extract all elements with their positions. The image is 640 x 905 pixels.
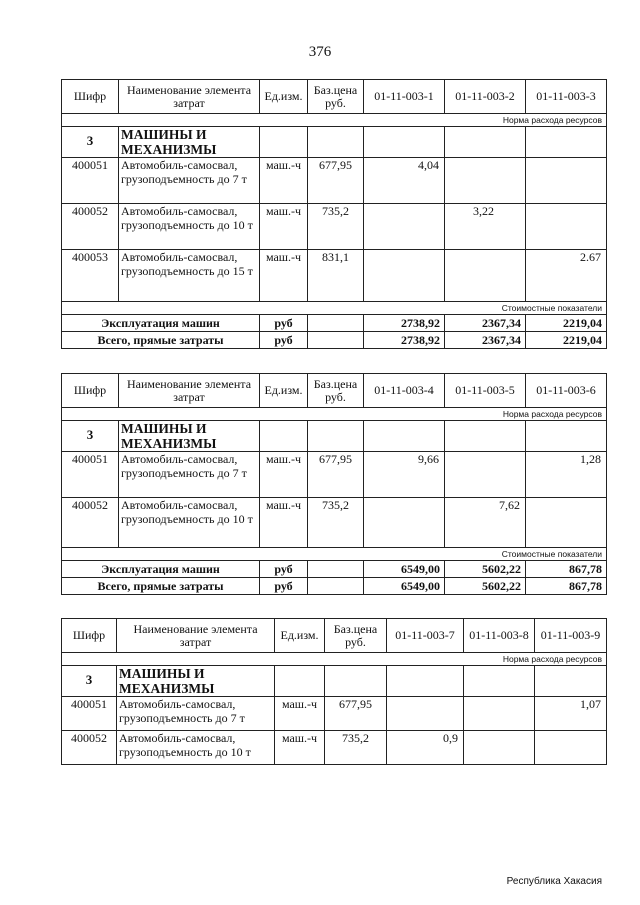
row-unit: маш.-ч bbox=[275, 697, 325, 731]
section-title: МАШИНЫ И МЕХАНИЗМЫ bbox=[117, 666, 275, 697]
header-rate-code: 01-11-003-5 bbox=[445, 374, 526, 408]
row-code: 400053 bbox=[62, 250, 119, 302]
row-code: 400052 bbox=[62, 731, 117, 765]
row-value: 1,07 bbox=[535, 697, 607, 731]
row-value bbox=[364, 498, 445, 548]
total-value: 2219,04 bbox=[526, 315, 607, 332]
header-rate-code: 01-11-003-2 bbox=[445, 80, 526, 114]
total-value: 2219,04 bbox=[526, 332, 607, 349]
section-number: 3 bbox=[62, 666, 117, 697]
rates-table-2 bbox=[61, 373, 607, 595]
row-value bbox=[445, 250, 526, 302]
rates-table-1 bbox=[61, 79, 607, 349]
section-title: МАШИНЫ И МЕХАНИЗМЫ bbox=[119, 421, 260, 452]
header-name: Наименование элемента затрат bbox=[119, 80, 260, 114]
total-value: 5602,22 bbox=[445, 578, 526, 595]
total-value: 2738,92 bbox=[364, 332, 445, 349]
page-number: 376 bbox=[308, 44, 332, 60]
header-code: Шифр bbox=[62, 80, 119, 114]
header-code: Шифр bbox=[62, 374, 119, 408]
row-code: 400051 bbox=[62, 452, 119, 498]
section-number: 3 bbox=[62, 421, 119, 452]
row-value: 2.67 bbox=[526, 250, 607, 302]
row-value bbox=[526, 158, 607, 204]
header-rate-code: 01-11-003-1 bbox=[364, 80, 445, 114]
row-price: 735,2 bbox=[308, 204, 364, 250]
region-footer: Республика Хакасия bbox=[506, 876, 602, 887]
row-name: Автомобиль-самосвал, грузоподъемность до 7 т bbox=[117, 697, 275, 731]
total-value: 2738,92 bbox=[364, 315, 445, 332]
header-price: Баз.цена руб. bbox=[325, 619, 387, 653]
row-value bbox=[364, 204, 445, 250]
norm-subheader: Норма расхода ресурсов bbox=[62, 408, 607, 421]
row-code: 400052 bbox=[62, 204, 119, 250]
total-value: 5602,22 bbox=[445, 561, 526, 578]
row-price: 677,95 bbox=[325, 697, 387, 731]
header-name: Наименование элемента затрат bbox=[119, 374, 260, 408]
total-operation-label: Эксплуатация машин bbox=[62, 315, 260, 332]
table-row bbox=[62, 731, 607, 765]
row-value: 7,62 bbox=[445, 498, 526, 548]
table-row bbox=[62, 452, 607, 498]
cost-subheader: Стоимостные показатели bbox=[62, 548, 607, 561]
total-operation-label: Эксплуатация машин bbox=[62, 561, 260, 578]
row-value bbox=[526, 204, 607, 250]
header-rate-code: 01-11-003-4 bbox=[364, 374, 445, 408]
header-rate-code: 01-11-003-6 bbox=[526, 374, 607, 408]
row-price: 831,1 bbox=[308, 250, 364, 302]
row-name: Автомобиль-самосвал, грузоподъемность до 7 т bbox=[119, 452, 260, 498]
total-unit: руб bbox=[260, 332, 308, 349]
header-name: Наименование элемента затрат bbox=[117, 619, 275, 653]
row-code: 400052 bbox=[62, 498, 119, 548]
row-name: Автомобиль-самосвал, грузоподъемность до 10 т bbox=[119, 204, 260, 250]
row-unit: маш.-ч bbox=[260, 250, 308, 302]
row-code: 400051 bbox=[62, 697, 117, 731]
total-value: 6549,00 bbox=[364, 578, 445, 595]
row-name: Автомобиль-самосвал, грузоподъемность до 15 т bbox=[119, 250, 260, 302]
header-rate-code: 01-11-003-3 bbox=[526, 80, 607, 114]
row-unit: маш.-ч bbox=[260, 204, 308, 250]
header-price: Баз.цена руб. bbox=[308, 80, 364, 114]
row-value: 3,22 bbox=[445, 204, 526, 250]
row-value: 1,28 bbox=[526, 452, 607, 498]
total-value: 867,78 bbox=[526, 561, 607, 578]
total-value: 867,78 bbox=[526, 578, 607, 595]
total-value: 6549,00 bbox=[364, 561, 445, 578]
row-unit: маш.-ч bbox=[260, 498, 308, 548]
row-unit: маш.-ч bbox=[260, 452, 308, 498]
row-price: 735,2 bbox=[325, 731, 387, 765]
table-row bbox=[62, 250, 607, 302]
total-value: 2367,34 bbox=[445, 315, 526, 332]
row-price: 677,95 bbox=[308, 452, 364, 498]
row-unit: маш.-ч bbox=[275, 731, 325, 765]
total-direct-label: Всего, прямые затраты bbox=[62, 578, 260, 595]
row-value bbox=[445, 452, 526, 498]
total-unit: руб bbox=[260, 315, 308, 332]
row-value bbox=[535, 731, 607, 765]
total-unit: руб bbox=[260, 578, 308, 595]
section-number: 3 bbox=[62, 127, 119, 158]
header-unit: Ед.изм. bbox=[275, 619, 325, 653]
row-value bbox=[464, 731, 535, 765]
row-value bbox=[364, 250, 445, 302]
section-title: МАШИНЫ И МЕХАНИЗМЫ bbox=[119, 127, 260, 158]
cost-subheader: Стоимостные показатели bbox=[62, 302, 607, 315]
table-row bbox=[62, 697, 607, 731]
table-row bbox=[62, 158, 607, 204]
row-value bbox=[464, 697, 535, 731]
row-unit: маш.-ч bbox=[260, 158, 308, 204]
table-row bbox=[62, 204, 607, 250]
row-code: 400051 bbox=[62, 158, 119, 204]
table-row bbox=[62, 498, 607, 548]
row-name: Автомобиль-самосвал, грузоподъемность до 10 т bbox=[117, 731, 275, 765]
header-unit: Ед.изм. bbox=[260, 374, 308, 408]
norm-subheader: Норма расхода ресурсов bbox=[62, 114, 607, 127]
row-value: 0,9 bbox=[387, 731, 464, 765]
row-name: Автомобиль-самосвал, грузоподъемность до 10 т bbox=[119, 498, 260, 548]
row-price: 677,95 bbox=[308, 158, 364, 204]
row-value bbox=[526, 498, 607, 548]
header-rate-code: 01-11-003-7 bbox=[387, 619, 464, 653]
norm-subheader: Норма расхода ресурсов bbox=[62, 653, 607, 666]
row-price: 735,2 bbox=[308, 498, 364, 548]
header-rate-code: 01-11-003-8 bbox=[464, 619, 535, 653]
header-unit: Ед.изм. bbox=[260, 80, 308, 114]
total-direct-label: Всего, прямые затраты bbox=[62, 332, 260, 349]
header-code: Шифр bbox=[62, 619, 117, 653]
row-value: 4,04 bbox=[364, 158, 445, 204]
header-price: Баз.цена руб. bbox=[308, 374, 364, 408]
row-name: Автомобиль-самосвал, грузоподъемность до 7 т bbox=[119, 158, 260, 204]
row-value: 9,66 bbox=[364, 452, 445, 498]
total-unit: руб bbox=[260, 561, 308, 578]
total-value: 2367,34 bbox=[445, 332, 526, 349]
row-value bbox=[445, 158, 526, 204]
row-value bbox=[387, 697, 464, 731]
header-rate-code: 01-11-003-9 bbox=[535, 619, 607, 653]
rates-table-3 bbox=[61, 618, 607, 765]
